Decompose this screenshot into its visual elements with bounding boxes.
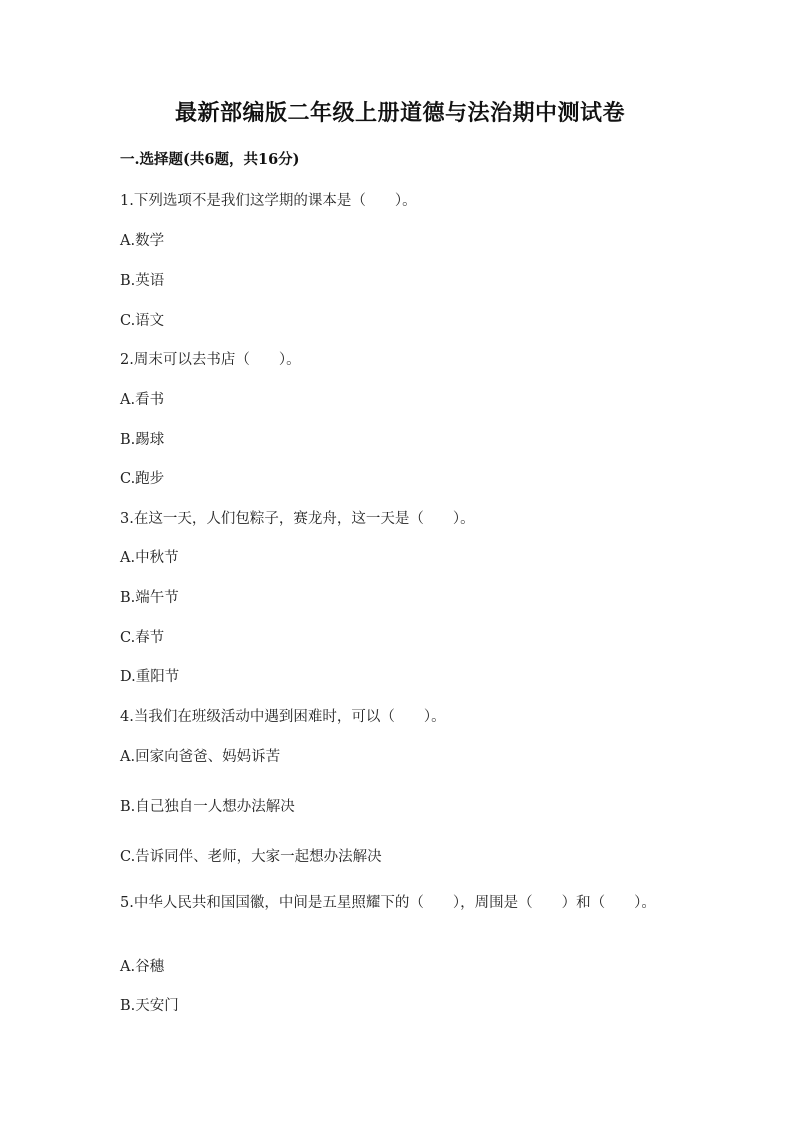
question-4-option-b: B.自己独自一人想办法解决	[120, 799, 295, 815]
question-5-option-a: A.谷穗	[120, 959, 165, 975]
question-2-option-c: C.跑步	[120, 471, 165, 487]
exam-title: 最新部编版二年级上册道德与法治期中测试卷	[174, 100, 625, 126]
question-2-option-a: A.看书	[120, 392, 165, 408]
question-3-option-c: C.春节	[120, 630, 165, 646]
question-2-stem: 2.周末可以去书店（ ）。	[120, 352, 301, 368]
question-4-stem: 4.当我们在班级活动中遇到困难时，可以（ ）。	[120, 709, 446, 725]
question-5-option-b: B.天安门	[120, 998, 179, 1014]
question-1-option-a: A.数学	[120, 233, 165, 249]
question-3-option-a: A.中秋节	[120, 550, 179, 566]
question-3-option-b: B.端午节	[120, 590, 179, 606]
question-5-stem: 5.中华人民共和国国徽，中间是五星照耀下的（ ），周围是（ ）和（ ）。	[120, 895, 656, 911]
question-1-option-b: B.英语	[120, 273, 165, 289]
question-2-option-b: B.踢球	[120, 432, 165, 448]
question-3-option-d: D.重阳节	[120, 669, 180, 685]
question-1-stem: 1.下列选项不是我们这学期的课本是（ ）。	[120, 193, 417, 209]
section-heading: 一.选择题(共6题，共16分)	[120, 151, 300, 168]
question-4-option-c: C.告诉同伴、老师，大家一起想办法解决	[120, 849, 382, 865]
question-4-option-a: A.回家向爸爸、妈妈诉苦	[120, 749, 281, 765]
question-3-stem: 3.在这一天，人们包粽子，赛龙舟，这一天是（ ）。	[120, 511, 475, 527]
question-1-option-c: C.语文	[120, 313, 165, 329]
